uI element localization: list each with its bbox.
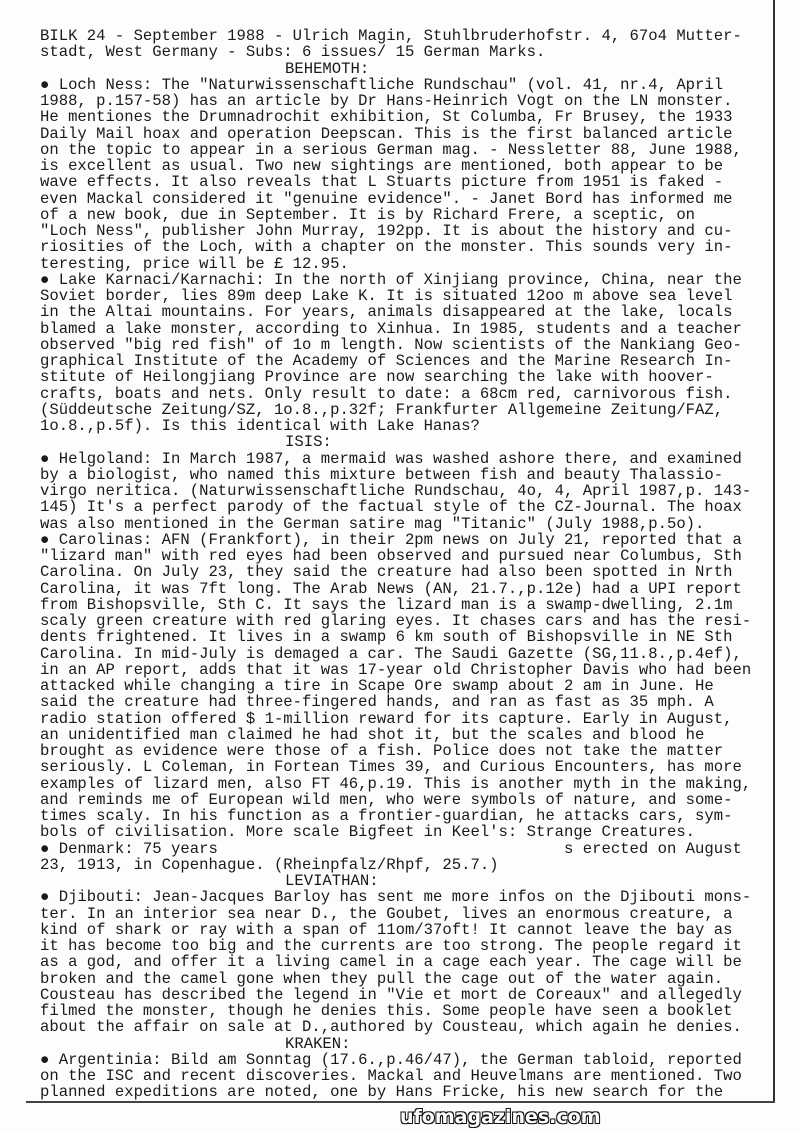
text-line: teresting, price will be £ 12.95. [40,254,349,273]
text-line: bols of civilisation. More scale Bigfeet in Keel's: Strange Creatures. [40,823,696,842]
text-line: wave effects. It also reveals that L Stuarts picture from 1951 is faked - [40,173,724,192]
text-line: riosities of the Loch, with a chapter on the monster. This sounds very in- [40,238,733,257]
text-line: filmed the monster, though he denies this. Some people have seen a booklet [40,1002,733,1020]
text-line: planned expeditions are noted, one by Hans Fricke, his new search for the [40,1083,724,1102]
text-line: ● Loch Ness: The "Naturwissenschaftliche Rundschau" (vol. 41, nr.4, April [40,75,724,94]
text-line: BILK 24 - September 1988 - Ulrich Magin, Stuhlbruderhofstr. 4, 67o4 Mutter- [40,27,742,45]
text-line: ● Argentinia: Bild am Sonntag (17.6.,p.46/47), the German tabloid, reported [40,1050,742,1069]
text-line: it has become too big and the currents are too strong. The people regard it [40,937,742,955]
text-line: as a god, and offer it a living camel in a cage each year. The cage will be [40,953,742,972]
text-line: 23, 1913, in Copenhague. (Rheinpfalz/Rhpf, 25.7.) [40,855,499,874]
text-line: "Loch Ness", publisher John Murray, 192pp. It is about the history and cu- [40,222,733,240]
section-heading: KRAKEN: [285,1034,351,1053]
watermark-logo: ufomagazines.com [400,1106,601,1128]
text-line: from Bishopsville, Sth C. It says the lizard man is a swamp-dwelling, 2.1m [40,595,733,614]
page-border-right [773,0,775,1103]
text-line: 1988, p.157-58) has an article by Dr Hans-Heinrich Vogt on the LN monster. [40,92,733,110]
text-line: ● Lake Karnaci/Karnachi: In the north of Xinjiang province, China, near the [40,270,742,289]
text-line: Carolina. In mid-July is demaged a car. The Saudi Gazette (SG,11.8.,p.4ef), [40,644,742,663]
text-line: on the ISC and recent discoveries. Mackal and Heuvelmans are mentioned. Two [40,1067,742,1085]
text-line: scaly green creature with red glaring eyes. It chases cars and has the resi- [40,612,752,630]
text-line: about the affair on sale at D.,authored by Cousteau, which again he denies. [40,1018,742,1037]
text-line: 1o.8.,p.5f). Is this identical with Lake Hanas? [40,417,480,435]
text-line: Carolina, it was 7ft long. The Arab News (AN, 21.7.,p.12e) had a UPI report [40,579,742,598]
text-line: seriously. L Coleman, in Fortean Times 39, and Curious Encounters, has more [40,758,742,777]
text-line: broken and the camel gone when they pull the cage out of the water again. [40,969,724,988]
text-line: by a biologist, who named this mixture between fish and beauty Thalassio- [40,465,724,484]
text-line: stadt, West Germany - Subs: 6 issues/ 15 German Marks. [40,43,546,62]
text-line: radio station offered $ 1-million reward for its capture. Early in August, [40,709,733,728]
text-line: said the creature had three-fingered hands, and ran as fast as 35 mph. A [40,693,714,712]
text-line: Cousteau has described the legend in "Vie et mort de Coreaux" and allegedly [40,985,742,1004]
text-line: times scaly. In his function as a frontier-guardian, he attacks cars, sym- [40,807,733,825]
text-line: and reminds me of European wild men, who were symbols of nature, and some- [40,790,733,809]
text-line: dents frightened. It lives in a swamp 6 km south of Bishopsville in NE Sth [40,628,733,647]
text-line: brought as evidence were those of a fish. Police does not take the matter [40,742,724,760]
text-line: ● Denmark: 75 years s erected on August [40,839,742,858]
text-line: blamed a lake monster, according to Xinhua. In 1985, students and a teacher [40,319,742,338]
typewritten-text [40,28,773,1101]
text-line: ter. In an interior sea near D., the Goubet, lives an enormous creature, a [40,904,733,923]
text-line: Daily Mail hoax and operation Deepscan. This is the first balanced article [40,124,733,143]
section-heading: LEVIATHAN: [285,872,379,890]
text-line: examples of lizard men, also FT 46,p.19. This is another myth in the making, [40,774,752,793]
text-line: "lizard man" with red eyes had been observed and pursued near Columbus, Sth [40,547,742,565]
text-line: Carolina. On July 23, they said the creature had also been spotted in Nrth [40,563,733,582]
text-line: of a new book, due in September. It is by Richard Frere, a sceptic, on [40,205,696,224]
section-heading: ISIS: [285,433,332,452]
text-line: in an AP report, adds that it was 17-year old Christopher Davis who had been [40,660,752,679]
text-line: attacked while changing a tire in Scape Ore swamp about 2 am in June. He [40,677,714,695]
text-line: ● Carolinas: AFN (Frankfort), in their 2pm news on July 21, reported that a [40,530,742,549]
text-line: was also mentioned in the German satire mag "Titanic" (July 1988,p.5o). [40,514,705,533]
text-line: on the topic to appear in a serious German mag. - Nessletter 88, June 1988, [40,140,742,159]
text-line: in the Altai mountains. For years, animals disappeared at the lake, locals [40,303,733,322]
text-line: ● Helgoland: In March 1987, a mermaid was washed ashore there, and examined [40,449,742,468]
text-line: even Mackal considered it "genuine evidence". - Janet Bord has informed me [40,189,733,208]
text-line: observed "big red fish" of 1o m length. Now scientists of the Nankiang Geo- [40,335,742,354]
text-line: He mentiones the Drumnadrochit exhibition, St Columba, Fr Brusey, the 1933 [40,108,733,127]
text-line: an unidentified man claimed he had shot it, but the scales and blood he [40,725,705,744]
text-line: 145) It's a perfect parody of the factual style of the CZ-Journal. The hoax [40,498,742,517]
text-line: graphical Institute of the Academy of Sciences and the Marine Research In- [40,352,733,370]
page-border-bottom [26,1101,775,1103]
text-line: Soviet border, lies 89m deep Lake K. It is situated 12oo m above sea level [40,287,733,305]
text-line: is excellent as usual. Two new sightings are mentioned, both appear to be [40,157,724,175]
text-line: virgo neritica. (Naturwissenschaftliche Rundschau, 4o, 4, April 1987,p. 143- [40,482,752,500]
section-heading: BEHEMOTH: [285,59,370,78]
text-line: kind of shark or ray with a span of 11om/37oft! It cannot leave the bay as [40,920,733,939]
text-line: crafts, boats and nets. Only result to date: a 68cm red, carnivorous fish. [40,384,733,403]
text-line: ● Djibouti: Jean-Jacques Barloy has sent me more infos on the Djibouti mons- [40,888,752,907]
text-line: (Süddeutsche Zeitung/SZ, 1o.8.,p.32f; Frankfurter Allgemeine Zeitung/FAZ, [40,400,724,419]
text-line: stitute of Heilongjiang Province are now searching the lake with hoover- [40,368,714,387]
